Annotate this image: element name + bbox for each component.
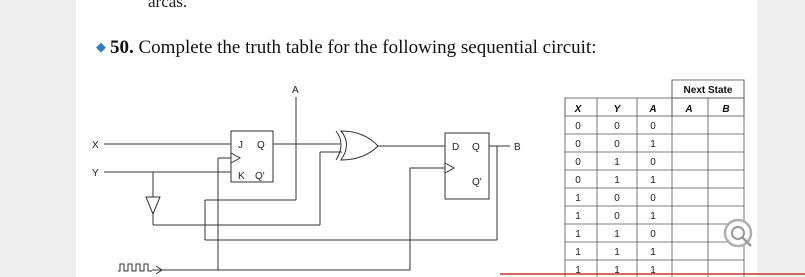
header-x: X bbox=[574, 104, 582, 115]
circuit-diagram bbox=[92, 85, 521, 274]
table-row bbox=[565, 157, 744, 170]
header-next-a: A bbox=[685, 104, 693, 115]
jk-qbar-label: Q' bbox=[255, 171, 265, 182]
table-row bbox=[565, 247, 744, 260]
output-a-label: A bbox=[292, 85, 299, 96]
cell: 0 bbox=[614, 139, 620, 150]
table-row bbox=[565, 175, 744, 188]
jk-k-label: K bbox=[238, 171, 245, 182]
cell: 0 bbox=[575, 157, 581, 168]
cell: 1 bbox=[575, 211, 581, 222]
table-row bbox=[565, 229, 744, 242]
zoom-lens-icon[interactable] bbox=[725, 220, 751, 246]
svg-text:1: 1 bbox=[614, 265, 620, 276]
cell: 0 bbox=[614, 121, 620, 132]
cell: 0 bbox=[575, 121, 581, 132]
cell: 0 bbox=[575, 139, 581, 150]
d-clock-triangle bbox=[445, 163, 454, 173]
cell: 1 bbox=[575, 229, 581, 240]
cell: 0 bbox=[650, 193, 656, 204]
output-b-label: B bbox=[514, 142, 521, 153]
table-row bbox=[565, 193, 744, 206]
clock-waveform-icon bbox=[118, 264, 152, 271]
cell: 1 bbox=[575, 193, 581, 204]
diamond-bullet-icon: ◆ bbox=[96, 39, 106, 54]
input-y-label: Y bbox=[92, 168, 99, 179]
cell: 0 bbox=[614, 193, 620, 204]
cell: 0 bbox=[614, 211, 620, 222]
header-a: A bbox=[649, 104, 657, 115]
cell: 0 bbox=[650, 157, 656, 168]
cell: 0 bbox=[650, 121, 656, 132]
header-y: Y bbox=[613, 104, 621, 115]
xor-back-curve bbox=[336, 131, 341, 160]
d-qbar-label: Q' bbox=[472, 177, 482, 188]
jk-q-label: Q bbox=[257, 140, 265, 151]
cell: 1 bbox=[614, 175, 620, 186]
table-row bbox=[565, 139, 744, 152]
cell: 0 bbox=[650, 229, 656, 240]
cut-off-text: arcas. bbox=[148, 0, 188, 11]
cell: 0 bbox=[575, 175, 581, 186]
next-state-header: Next State bbox=[683, 85, 733, 96]
problem-number: 50. bbox=[110, 37, 134, 58]
problem-text: Complete the truth table for the following sequential circuit: bbox=[138, 37, 597, 58]
cell: 1 bbox=[614, 229, 620, 240]
d-q-label: Q bbox=[472, 142, 480, 153]
svg-text:1: 1 bbox=[650, 265, 656, 276]
header-next-b: B bbox=[722, 104, 730, 115]
table-row bbox=[565, 211, 744, 224]
cell: 1 bbox=[650, 175, 656, 186]
svg-text:1: 1 bbox=[575, 265, 581, 276]
cell: 1 bbox=[614, 157, 620, 168]
jk-j-label: J bbox=[238, 140, 243, 151]
cell: 1 bbox=[650, 247, 656, 258]
cell: 1 bbox=[614, 247, 620, 258]
cell: 1 bbox=[650, 211, 656, 222]
xor-gate bbox=[341, 131, 378, 160]
cell: 1 bbox=[650, 139, 656, 150]
jk-clock-triangle bbox=[231, 153, 240, 163]
ground-symbol-icon bbox=[146, 197, 160, 214]
truth-table bbox=[565, 80, 744, 277]
input-x-label: X bbox=[92, 140, 99, 151]
table-row bbox=[565, 121, 744, 134]
d-d-label: D bbox=[452, 142, 460, 153]
cell: 1 bbox=[575, 247, 581, 258]
